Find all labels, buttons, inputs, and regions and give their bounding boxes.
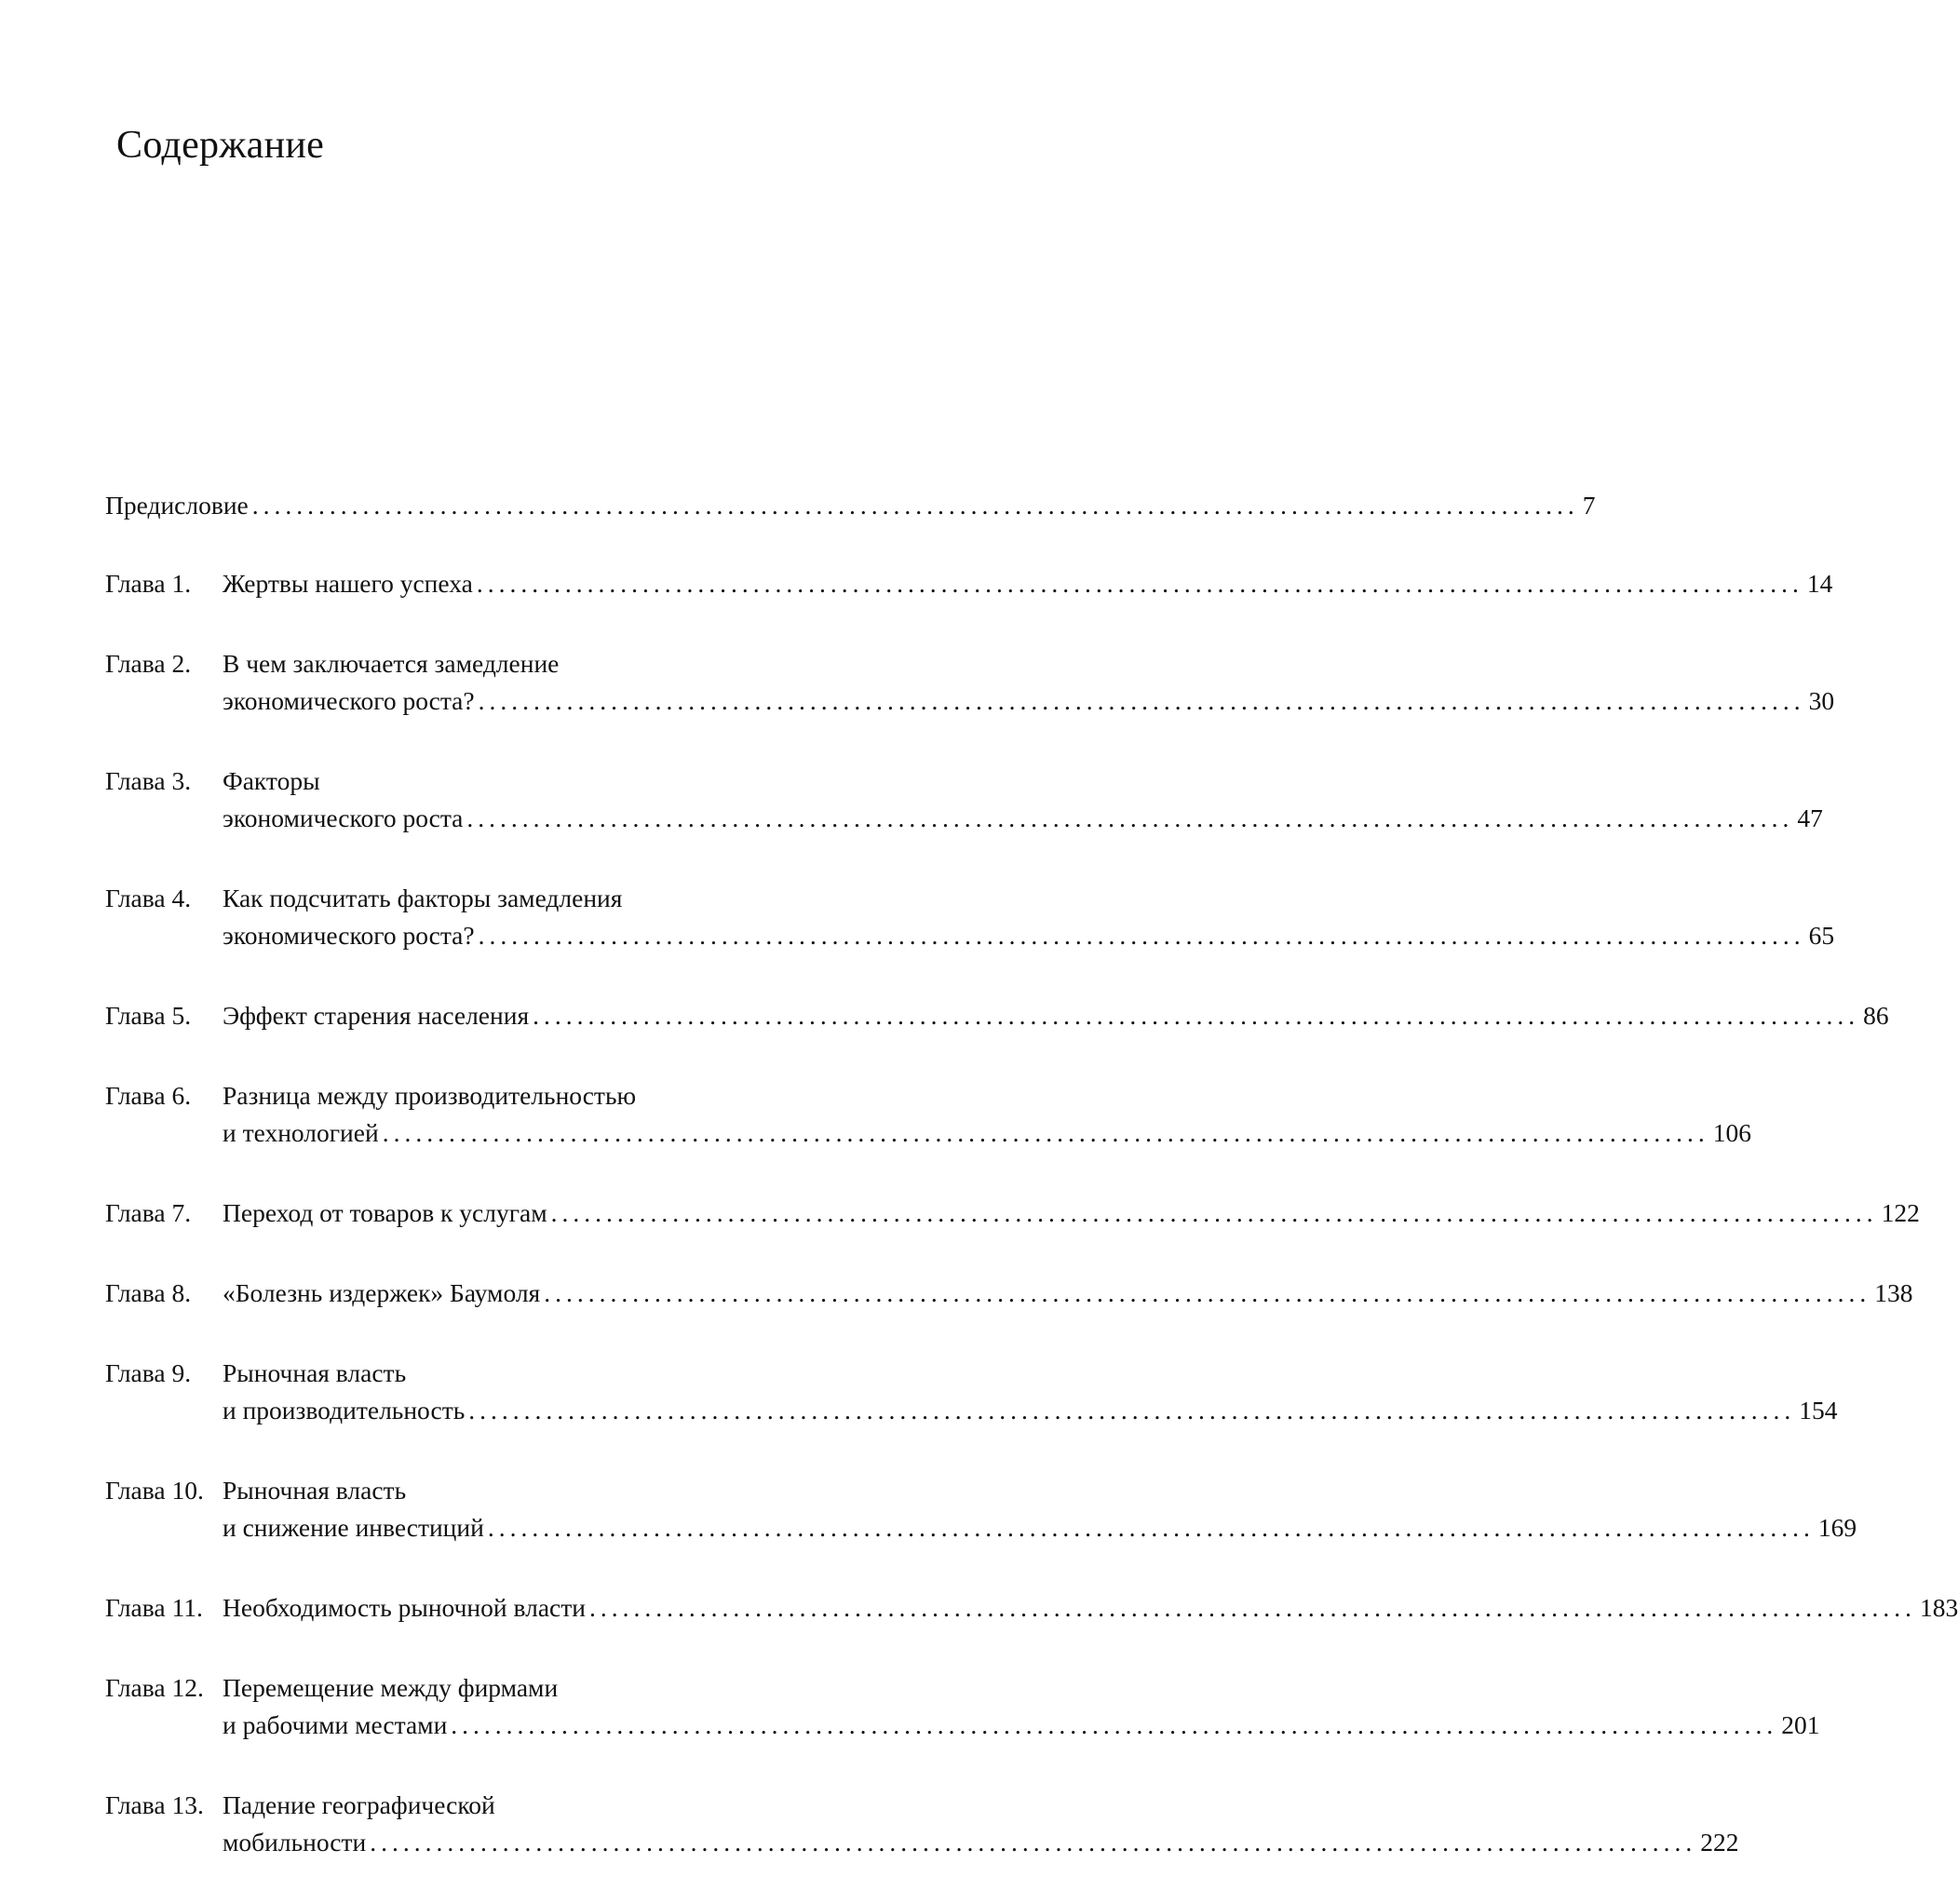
toc-page-number: 122 — [1881, 1198, 1920, 1227]
chapter-body — [223, 1472, 1857, 1546]
chapter-title-line: Жертвы нашего успеха — [223, 569, 473, 598]
chapter-label: Глава 8. — [105, 1278, 192, 1307]
toc-entry-line — [223, 917, 1835, 954]
toc-entry-chapter-7 — [105, 1195, 1920, 1232]
chapter-label: Глава 5. — [105, 1001, 192, 1030]
chapter-title-line: Рыночная власть — [223, 1476, 407, 1505]
chapter-title-line: и производительность — [223, 1396, 466, 1425]
chapter-label: Глава 11. — [105, 1593, 203, 1622]
chapter-title-line: экономического роста? — [223, 686, 475, 715]
chapter-title-line: экономического роста — [223, 803, 464, 832]
dot-leader: ........................................................................................................................ — [550, 1198, 1878, 1227]
toc-page-number: 201 — [1781, 1710, 1820, 1739]
dot-leader: ........................................................................................................................ — [251, 491, 1579, 520]
chapter-title-line: экономического роста? — [223, 921, 475, 950]
dot-leader: ........................................................................................................................ — [588, 1593, 1916, 1622]
dot-leader: ........................................................................................................................ — [478, 686, 1805, 715]
toc-entry-line — [223, 682, 1835, 720]
toc-entry-line — [223, 1824, 1739, 1861]
dot-leader: ........................................................................................................................ — [476, 569, 1803, 598]
chapter-label: Глава 6. — [105, 1081, 192, 1110]
dot-leader: ........................................................................................................................ — [533, 1001, 1860, 1030]
chapter-title-line: «Болезнь издержек» Баумоля — [223, 1278, 541, 1307]
toc-page-number: 138 — [1874, 1278, 1913, 1307]
chapter-title-line: Необходимость рыночной власти — [223, 1593, 586, 1622]
toc-page-number: 30 — [1808, 686, 1835, 715]
chapter-body — [223, 1787, 1739, 1861]
chapter-label: Глава 7. — [105, 1198, 192, 1227]
chapter-label: Глава 3. — [105, 766, 192, 795]
toc-entry-title: Предисловие — [105, 491, 249, 520]
chapter-body — [223, 763, 1823, 837]
toc-page-number: 169 — [1817, 1513, 1857, 1542]
toc-entry-chapter-10 — [105, 1472, 1857, 1546]
dot-leader: ........................................................................................................................ — [478, 921, 1805, 950]
dot-leader: ........................................................................................................................ — [370, 1828, 1697, 1857]
toc-entry-line — [223, 1707, 1820, 1744]
toc-page-number: 154 — [1799, 1396, 1838, 1425]
chapter-label: Глава 9. — [105, 1358, 192, 1387]
chapter-body — [223, 645, 1835, 720]
toc-entry-line — [223, 1275, 1913, 1312]
dot-leader: ........................................................................................................................ — [382, 1118, 1709, 1147]
dot-leader: ........................................................................................................................ — [468, 1396, 1796, 1425]
toc-entry-line — [223, 1392, 1838, 1429]
toc-entry-chapter-2 — [105, 645, 1835, 720]
dot-leader: ........................................................................................................................ — [544, 1278, 1871, 1307]
toc-entry-chapter-8 — [105, 1275, 1913, 1312]
chapter-body — [223, 565, 1833, 602]
toc-entry-chapter-6 — [105, 1077, 1751, 1152]
dot-leader: ........................................................................................................................ — [451, 1710, 1778, 1739]
dot-leader: ........................................................................................................................ — [487, 1513, 1815, 1542]
toc-page-number: 183 — [1919, 1593, 1958, 1622]
toc-page-number: 86 — [1863, 1001, 1889, 1030]
toc-page-number: 14 — [1806, 569, 1833, 598]
toc-entry-chapter-5 — [105, 997, 1889, 1034]
chapter-body — [223, 1669, 1820, 1744]
chapter-title-line: Переход от товаров к услугам — [223, 1198, 547, 1227]
toc-page-number: 47 — [1797, 803, 1823, 832]
toc-entry-chapter-9 — [105, 1355, 1838, 1429]
toc-entry-chapter-13 — [105, 1787, 1739, 1861]
chapter-label: Глава 13. — [105, 1790, 204, 1819]
chapter-title-line: Перемещение между фирмами — [223, 1673, 559, 1702]
toc-entry-line — [223, 1509, 1857, 1546]
toc-entry-line — [223, 565, 1833, 602]
toc-entry-chapter-12 — [105, 1669, 1820, 1744]
toc-page-number: 7 — [1582, 491, 1596, 520]
chapter-title-line: В чем заключается замедление — [223, 649, 560, 678]
toc-page-number: 106 — [1712, 1118, 1751, 1147]
page-title: Содержание — [116, 124, 325, 167]
toc-entry-chapter-1 — [105, 565, 1833, 602]
table-of-contents — [105, 487, 1958, 1904]
chapter-title-line: Факторы — [223, 766, 320, 795]
chapter-title-line: и рабочими местами — [223, 1710, 448, 1739]
toc-entry-line — [105, 487, 1596, 524]
chapter-title-line: мобильности — [223, 1828, 367, 1857]
chapter-title-line: Разница между производительностью — [223, 1081, 637, 1110]
toc-entry-preface — [105, 487, 1596, 524]
chapter-title-line: Эффект старения населения — [223, 1001, 530, 1030]
chapter-body — [223, 1195, 1920, 1232]
toc-entry-line — [223, 997, 1889, 1034]
chapter-body — [223, 1589, 1958, 1627]
chapter-body — [223, 997, 1889, 1034]
chapter-label: Глава 1. — [105, 569, 192, 598]
toc-entry-chapter-3 — [105, 763, 1823, 837]
toc-page-number: 65 — [1808, 921, 1835, 950]
chapter-body — [223, 1275, 1913, 1312]
toc-entry-line — [223, 1114, 1751, 1152]
chapter-title-line: Рыночная власть — [223, 1358, 407, 1387]
chapter-title-line: Как подсчитать факторы замедления — [223, 884, 623, 912]
chapter-title-line: и технологией — [223, 1118, 379, 1147]
chapter-label: Глава 10. — [105, 1476, 204, 1505]
dot-leader: ........................................................................................................................ — [466, 803, 1794, 832]
chapter-label: Глава 2. — [105, 649, 192, 678]
chapter-title-line: и снижение инвестиций — [223, 1513, 484, 1542]
chapter-label: Глава 4. — [105, 884, 192, 912]
toc-entry-line — [223, 1589, 1958, 1627]
toc-entry-chapter-11 — [105, 1589, 1958, 1627]
chapter-label: Глава 12. — [105, 1673, 204, 1702]
toc-page-number: 222 — [1700, 1828, 1739, 1857]
toc-entry-chapter-4 — [105, 880, 1835, 954]
toc-entry-line — [223, 1195, 1920, 1232]
chapter-title-line: Падение географической — [223, 1790, 495, 1819]
chapter-body — [223, 1355, 1838, 1429]
toc-entry-line — [223, 800, 1823, 837]
chapter-body — [223, 880, 1835, 954]
chapter-body — [223, 1077, 1751, 1152]
